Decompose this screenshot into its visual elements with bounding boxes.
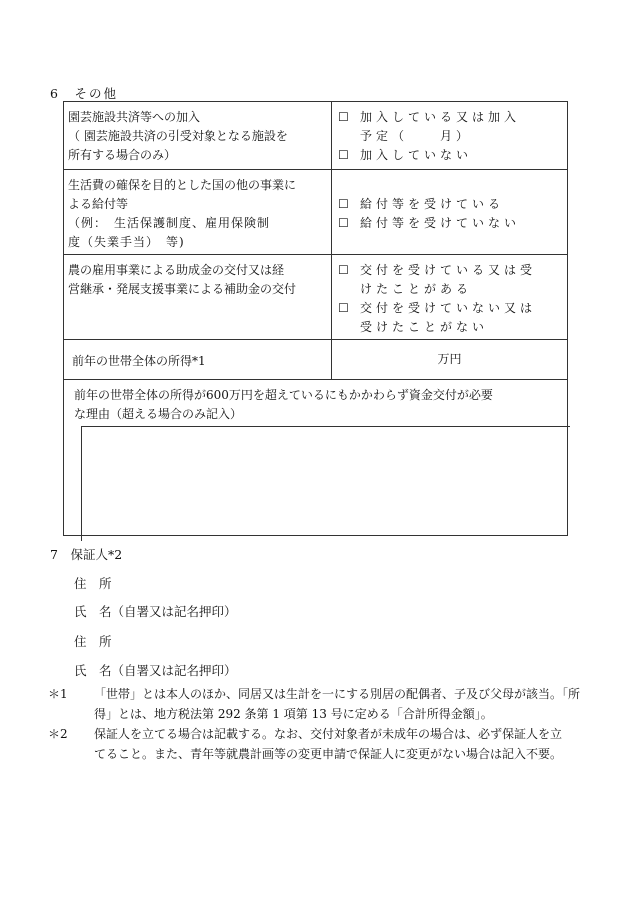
guarantor-name-label-2: 氏 名（自署又は記名押印） bbox=[74, 663, 237, 678]
option-label: 加入している又は加入 bbox=[360, 110, 521, 124]
label-line: 園芸施設共済等への加入 bbox=[68, 110, 201, 124]
reason-cell bbox=[64, 380, 568, 536]
reason-line: 前年の世帯全体の所得が600万円を超えているにもかかわらず資金交付が必要 bbox=[74, 388, 493, 402]
checkbox[interactable]: ☐ bbox=[338, 216, 349, 230]
row-label-other-benefits bbox=[64, 170, 332, 255]
row-options-horticulture-insurance bbox=[332, 102, 568, 170]
option-label: 交付を受けていない又は bbox=[360, 301, 537, 315]
footnote-mark: ＊2 bbox=[48, 727, 68, 741]
option-label-continued: 受けたことがない bbox=[360, 320, 489, 334]
row-label-employment-subsidy bbox=[64, 255, 332, 340]
label-line: よる給付等 bbox=[68, 197, 129, 211]
income-label-text: 前年の世帯全体の所得*1 bbox=[72, 354, 206, 368]
table-row bbox=[64, 170, 568, 255]
option-receiving bbox=[338, 195, 565, 214]
checkbox[interactable]: ☐ bbox=[338, 263, 349, 277]
option-label-continued: 予定（ 月） bbox=[360, 129, 473, 143]
footnote-line: 「世帯」とは本人のほか、同居又は生計を一にする別居の配偶者、子及び父母が該当。「所 bbox=[94, 687, 581, 701]
table-row bbox=[64, 255, 568, 340]
row-options-employment-subsidy bbox=[332, 255, 568, 340]
label-line: 生活費の確保を目的とした国の他の事業に bbox=[68, 178, 297, 192]
option-label-continued: けたことがある bbox=[360, 282, 473, 296]
label-line: 所有する場合のみ） bbox=[68, 148, 177, 162]
guarantor-address-label-1: 住 所 bbox=[74, 576, 112, 591]
checkbox[interactable]: ☐ bbox=[338, 301, 349, 315]
label-line: 営継承・発展支援事業による補助金の交付 bbox=[68, 282, 297, 296]
label-line: 農の雇用事業による助成金の交付又は経 bbox=[68, 263, 285, 277]
option-received bbox=[338, 261, 565, 280]
option-label: 加入していない bbox=[360, 148, 473, 162]
footnote-line: 得」とは、地方税法第 292 条第 1 項第 13 号に定める「合計所得金額」。 bbox=[94, 707, 493, 721]
footnotes bbox=[48, 684, 580, 764]
reason-line: な理由（超える場合のみ記入） bbox=[74, 407, 243, 421]
table-row bbox=[64, 340, 568, 380]
footnote-1 bbox=[48, 684, 580, 724]
label-line: （例： 生活保護制度、雇用保険制 bbox=[68, 216, 271, 230]
label-line: （ 園芸施設共済の引受対象となる施設を bbox=[68, 129, 288, 143]
option-joined bbox=[338, 108, 565, 127]
checkbox[interactable]: ☐ bbox=[338, 148, 349, 162]
table-row bbox=[64, 102, 568, 170]
label-line: 度（失業手当） 等) bbox=[68, 235, 185, 249]
income-unit: 万円 bbox=[437, 352, 462, 366]
option-label: 交付を受けている又は受 bbox=[360, 263, 537, 277]
guarantor-address-label-2: 住 所 bbox=[74, 634, 112, 649]
checkbox[interactable]: ☐ bbox=[338, 110, 349, 124]
option-label: 給付等を受けている bbox=[360, 197, 505, 211]
section-7-title: 7 保証人*2 bbox=[50, 547, 123, 562]
option-not-joined bbox=[338, 146, 565, 165]
row-options-other-benefits bbox=[332, 170, 568, 255]
checkbox[interactable]: ☐ bbox=[338, 197, 349, 211]
option-not-received bbox=[338, 299, 565, 318]
income-value-field[interactable] bbox=[332, 340, 568, 380]
footnote-line: 保証人を立てる場合は記載する。なお、交付対象者が未成年の場合は、必ず保証人を立 bbox=[94, 727, 563, 741]
reason-input-box[interactable] bbox=[81, 426, 570, 541]
income-label bbox=[64, 340, 332, 380]
footnote-2 bbox=[48, 724, 580, 764]
other-info-table bbox=[63, 101, 568, 536]
footnote-mark: ＊1 bbox=[48, 687, 68, 701]
guarantor-name-label-1: 氏 名（自署又は記名押印） bbox=[74, 604, 237, 619]
footnote-line: てること。また、青年等就農計画等の変更申請で保証人に変更がない場合は記入不要。 bbox=[94, 747, 563, 761]
section-6-title: 6 その他 bbox=[50, 86, 118, 101]
option-not-receiving bbox=[338, 214, 565, 233]
table-row bbox=[64, 380, 568, 536]
reason-label bbox=[74, 386, 554, 424]
row-label-horticulture-insurance bbox=[64, 102, 332, 170]
option-label: 給付等を受けていない bbox=[360, 216, 521, 230]
